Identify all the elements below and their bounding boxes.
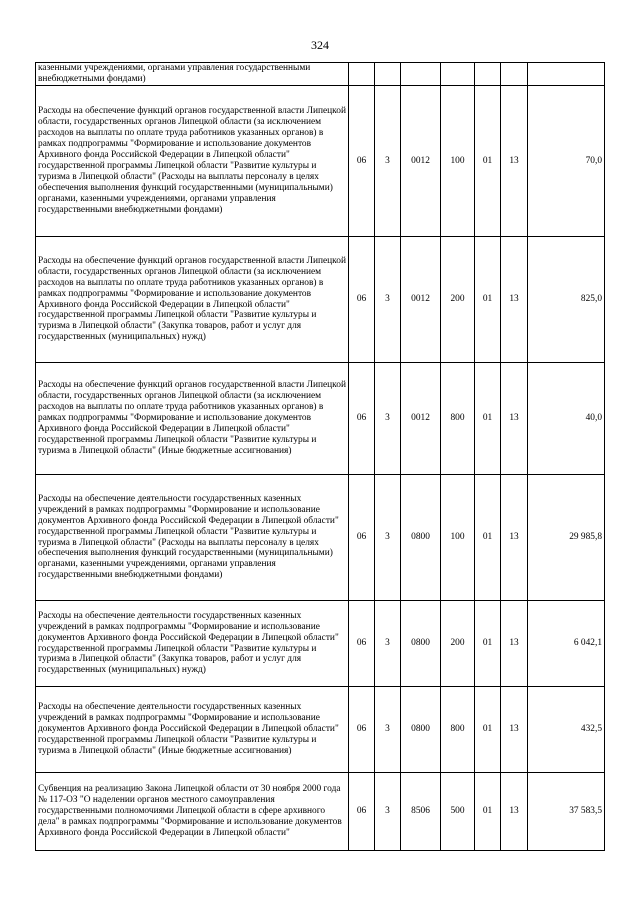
subprogram-code: 3: [375, 687, 401, 773]
program-code: 06: [349, 475, 375, 601]
section-code: 01: [475, 363, 501, 475]
table-row: [36, 687, 605, 773]
section-code: 01: [475, 601, 501, 687]
expense-type-code: [441, 63, 475, 86]
program-code: 06: [349, 363, 375, 475]
budget-table: [35, 62, 605, 851]
section-code: 01: [475, 773, 501, 851]
table-row: [36, 773, 605, 851]
section-code: [475, 63, 501, 86]
subsection-code: 13: [501, 363, 528, 475]
program-code: 06: [349, 687, 375, 773]
subprogram-code: 3: [375, 475, 401, 601]
amount-cell: [528, 63, 605, 86]
amount-cell: 6 042,1: [528, 601, 605, 687]
row-description: Расходы на обеспечение деятельности государственных казенных учреждений в рамках подпрограммы "Формирование и использование документов Архивного фонда Российской Федерации в Липецкой области" государственной программы Липецкой области "Развитие культуры и туризма в Липецкой области" (Закупка товаров, работ и услуг для государственных (муниципальных) нужд): [36, 601, 349, 687]
row-description: Расходы на обеспечение функций органов государственной власти Липецкой области, государственных органов Липецкой области (за исключением расходов на выплаты по оплате труда работников указанных органов) в рамках подпрограммы "Формирование и использование документов Архивного фонда Российской Федерации в Липецкой области" государственной программы Липецкой области "Развитие культуры и туризма в Липецкой области" (Закупка товаров, работ и услуг для государственных (муниципальных) нужд): [36, 237, 349, 363]
expense-type-code: 800: [441, 687, 475, 773]
amount-cell: 29 985,8: [528, 475, 605, 601]
subsection-code: 13: [501, 86, 528, 237]
direction-code: 0012: [401, 363, 441, 475]
subsection-code: [501, 63, 528, 86]
subsection-code: 13: [501, 237, 528, 363]
subsection-code: 13: [501, 773, 528, 851]
amount-cell: 825,0: [528, 237, 605, 363]
direction-code: 8506: [401, 773, 441, 851]
row-description: Расходы на обеспечение функций органов государственной власти Липецкой области, государственных органов Липецкой области (за исключением расходов на выплаты по оплате труда работников указанных органов) в рамках подпрограммы "Формирование и использование документов Архивного фонда Российской Федерации в Липецкой области" государственной программы Липецкой области "Развитие культуры и туризма в Липецкой области" (Иные бюджетные ассигнования): [36, 363, 349, 475]
subsection-code: 13: [501, 475, 528, 601]
table-row: [36, 237, 605, 363]
subprogram-code: 3: [375, 86, 401, 237]
program-code: [349, 63, 375, 86]
subprogram-code: 3: [375, 601, 401, 687]
expense-type-code: 200: [441, 601, 475, 687]
direction-code: 0800: [401, 475, 441, 601]
subprogram-code: 3: [375, 237, 401, 363]
expense-type-code: 200: [441, 237, 475, 363]
amount-cell: 40,0: [528, 363, 605, 475]
expense-type-code: 800: [441, 363, 475, 475]
table-row: [36, 363, 605, 475]
row-description: Расходы на обеспечение функций органов государственной власти Липецкой области, государственных органов Липецкой области (за исключением расходов на выплаты по оплате труда работников указанных органов) в рамках подпрограммы "Формирование и использование документов Архивного фонда Российской Федерации в Липецкой области" государственной программы Липецкой области "Развитие культуры и туризма в Липецкой области" (Расходы на выплаты персоналу в целях обеспечения выполнения функций государственными (муниципальными) органами, казенными учреждениями, органами управления государственными внебюджетными фондами): [36, 86, 349, 237]
subprogram-code: 3: [375, 773, 401, 851]
row-description: Субвенция на реализацию Закона Липецкой области от 30 ноября 2000 года № 117-ОЗ "О наделении органов местного самоуправления государственными полномочиями Липецкой области в сфере архивного дела" в рамках подпрограммы "Формирование и использование документов Архивного фонда Российской Федерации в Липецкой области": [36, 773, 349, 851]
row-description: казенными учреждениями, органами управления государственными внебюджетными фондами): [36, 63, 349, 86]
direction-code: 0800: [401, 601, 441, 687]
amount-cell: 37 583,5: [528, 773, 605, 851]
subsection-code: 13: [501, 601, 528, 687]
direction-code: [401, 63, 441, 86]
subsection-code: 13: [501, 687, 528, 773]
table-row: [36, 601, 605, 687]
section-code: 01: [475, 86, 501, 237]
expense-type-code: 100: [441, 86, 475, 237]
subprogram-code: [375, 63, 401, 86]
program-code: 06: [349, 237, 375, 363]
direction-code: 0012: [401, 237, 441, 363]
subprogram-code: 3: [375, 363, 401, 475]
amount-cell: 432,5: [528, 687, 605, 773]
program-code: 06: [349, 773, 375, 851]
table-row: [36, 86, 605, 237]
direction-code: 0800: [401, 687, 441, 773]
expense-type-code: 100: [441, 475, 475, 601]
table-row: [36, 63, 605, 86]
row-description: Расходы на обеспечение деятельности государственных казенных учреждений в рамках подпрограммы "Формирование и использование документов Архивного фонда Российской Федерации в Липецкой области" государственной программы Липецкой области "Развитие культуры и туризма в Липецкой области" (Иные бюджетные ассигнования): [36, 687, 349, 773]
expense-type-code: 500: [441, 773, 475, 851]
program-code: 06: [349, 86, 375, 237]
page-number: 324: [311, 38, 329, 52]
row-description: Расходы на обеспечение деятельности государственных казенных учреждений в рамках подпрограммы "Формирование и использование документов Архивного фонда Российской Федерации в Липецкой области" государственной программы Липецкой области "Развитие культуры и туризма в Липецкой области" (Расходы на выплаты персоналу в целях обеспечения выполнения функций государственными (муниципальными) органами, казенными учреждениями, органами управления государственными внебюджетными фондами): [36, 475, 349, 601]
section-code: 01: [475, 475, 501, 601]
section-code: 01: [475, 237, 501, 363]
table-row: [36, 475, 605, 601]
amount-cell: 70,0: [528, 86, 605, 237]
section-code: 01: [475, 687, 501, 773]
program-code: 06: [349, 601, 375, 687]
direction-code: 0012: [401, 86, 441, 237]
